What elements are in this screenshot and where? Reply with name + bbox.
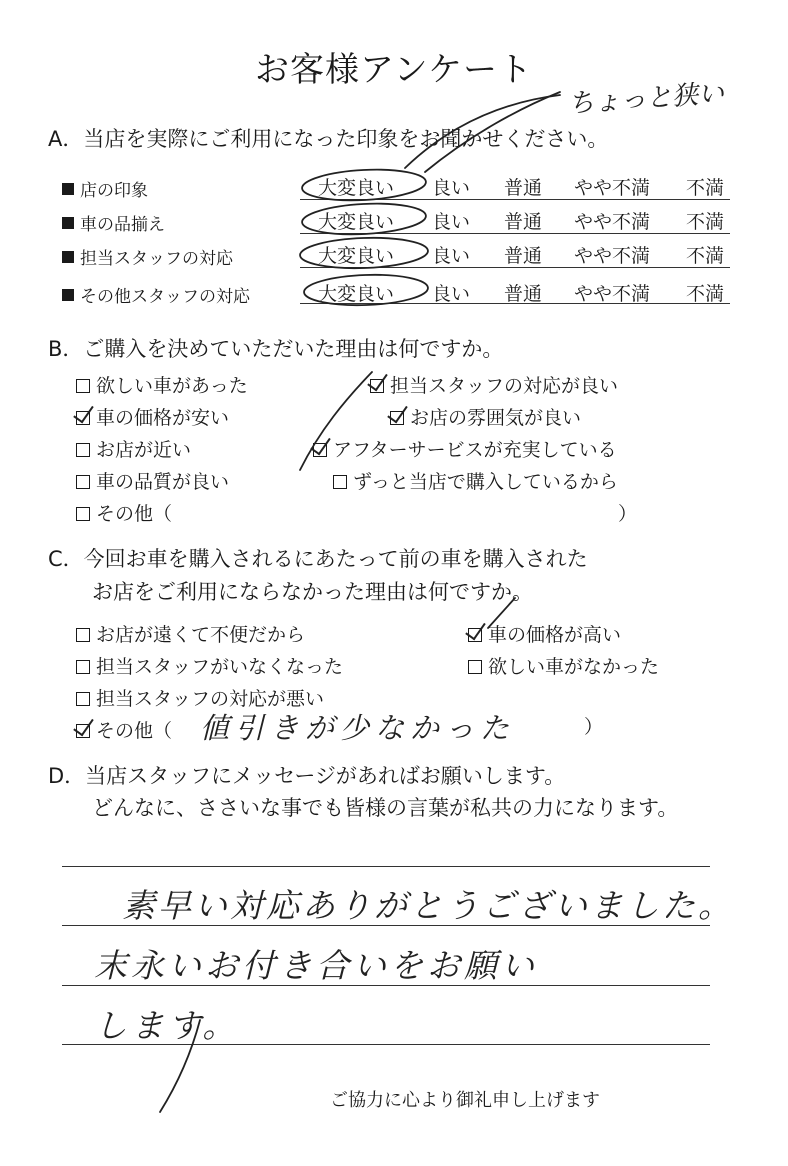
bullet-square-icon: [62, 217, 74, 229]
rating-row-label: [62, 176, 148, 201]
option-very-good[interactable]: 大変良い: [318, 245, 395, 267]
option-very-good[interactable]: 大変良い: [318, 211, 395, 233]
option-good[interactable]: 良い: [432, 177, 471, 199]
row-label-text: 車の品揃え: [80, 215, 165, 235]
message-line: します。: [94, 1006, 240, 1045]
other-close-paren: ）: [584, 716, 604, 738]
checkbox-label: 車の価格が高い: [488, 624, 622, 646]
checkbox-icon[interactable]: [333, 475, 347, 489]
checkbox-icon[interactable]: [76, 379, 90, 393]
rating-options: [318, 207, 724, 234]
option-normal[interactable]: 普通: [504, 177, 543, 199]
checkbox-label: アフターサービスが充実している: [333, 439, 617, 461]
row-label-text: 担当スタッフの対応: [80, 249, 233, 269]
row-divider: [300, 303, 730, 304]
message-line: 末永いお付き合いをお願い: [94, 946, 538, 985]
checkbox-checked-icon[interactable]: [76, 724, 90, 738]
checkbox-checked-icon[interactable]: [468, 628, 482, 642]
row-label-text: 店の印象: [80, 181, 148, 201]
checkbox-label: その他（: [96, 720, 173, 742]
checkbox-label: お店が近い: [96, 439, 192, 461]
checkbox-icon[interactable]: [76, 692, 90, 706]
bullet-square-icon: [62, 251, 74, 263]
checkbox-item[interactable]: [468, 620, 621, 647]
survey-title: お客様アンケート: [255, 50, 533, 90]
checkbox-icon[interactable]: [76, 443, 90, 457]
footer-thanks: ご協力に心より御礼申し上げます: [330, 1090, 600, 1111]
checkbox-checked-icon[interactable]: [76, 411, 90, 425]
rating-row-label: [62, 282, 250, 307]
checkbox-item[interactable]: [76, 467, 229, 494]
checkbox-icon[interactable]: [76, 475, 90, 489]
checkbox-label: 欲しい車がなかった: [488, 656, 660, 678]
message-rule: [62, 866, 710, 867]
section-d-question-line1: D．当店スタッフにメッセージがあればお願いします。: [48, 764, 566, 788]
option-somewhat-dissatisfied[interactable]: やや不満: [574, 211, 651, 233]
option-somewhat-dissatisfied[interactable]: やや不満: [574, 245, 651, 267]
checkbox-item[interactable]: [370, 371, 618, 398]
option-somewhat-dissatisfied[interactable]: やや不満: [574, 283, 651, 305]
checkbox-checked-icon[interactable]: [313, 443, 327, 457]
checkbox-label: 車の品質が良い: [96, 471, 230, 493]
option-normal[interactable]: 普通: [504, 245, 543, 267]
option-very-good[interactable]: 大変良い: [318, 283, 395, 305]
other-close-paren: ）: [618, 503, 638, 525]
row-label-text: その他スタッフの対応: [80, 287, 250, 307]
option-good[interactable]: 良い: [432, 211, 471, 233]
other-handwritten-answer: 値引きが少なかった: [200, 711, 516, 745]
checkbox-label: 欲しい車があった: [96, 375, 248, 397]
handwritten-note: ちょっと狭い: [567, 78, 726, 120]
checkbox-item[interactable]: [390, 403, 581, 430]
checkbox-item[interactable]: [76, 499, 172, 526]
section-c-question-line2: お店をご利用にならなかった理由は何ですか。: [92, 580, 533, 604]
rating-options: [318, 279, 724, 306]
checkbox-label: お店の雰囲気が良い: [410, 407, 582, 429]
row-divider: [300, 233, 730, 234]
checkbox-label: お店が遠くて不便だから: [96, 624, 306, 646]
option-normal[interactable]: 普通: [504, 283, 543, 305]
rating-options: [318, 241, 724, 268]
checkbox-item[interactable]: [76, 371, 248, 398]
section-d-question-line2: どんなに、ささいな事でも皆様の言葉が私共の力になります。: [92, 796, 679, 820]
checkbox-label: その他（: [96, 503, 173, 525]
checkbox-icon[interactable]: [76, 507, 90, 521]
checkbox-checked-icon[interactable]: [390, 411, 404, 425]
option-dissatisfied[interactable]: 不満: [686, 245, 725, 267]
row-divider: [300, 267, 730, 268]
option-good[interactable]: 良い: [432, 283, 471, 305]
checkbox-item[interactable]: [76, 403, 229, 430]
rating-row-label: [62, 244, 233, 269]
message-line: 素早い対応ありがとうございました。: [122, 886, 734, 925]
option-dissatisfied[interactable]: 不満: [686, 177, 725, 199]
checkbox-icon[interactable]: [76, 660, 90, 674]
checkbox-item[interactable]: [76, 652, 343, 679]
checkbox-label: 車の価格が安い: [96, 407, 230, 429]
checkbox-item[interactable]: [313, 435, 617, 462]
bullet-square-icon: [62, 183, 74, 195]
checkbox-label: ずっと当店で購入しているから: [353, 471, 618, 493]
row-divider: [300, 199, 730, 200]
option-good[interactable]: 良い: [432, 245, 471, 267]
checkbox-item[interactable]: [468, 652, 659, 679]
section-b-question: B．ご購入を決めていただいた理由は何ですか。: [48, 337, 504, 361]
rating-options: [318, 173, 724, 200]
section-c-question-line1: C．今回お車を購入されるにあたって前の車を購入された: [48, 547, 588, 571]
section-a-question: A．当店を実際にご利用になった印象をお聞かせください。: [48, 127, 609, 151]
option-very-good[interactable]: 大変良い: [318, 177, 395, 199]
rating-row-label: [62, 210, 165, 235]
option-dissatisfied[interactable]: 不満: [686, 211, 725, 233]
checkbox-label: 担当スタッフの対応が良い: [390, 375, 619, 397]
bullet-square-icon: [62, 289, 74, 301]
checkbox-item[interactable]: [76, 435, 191, 462]
checkbox-label: 担当スタッフの対応が悪い: [96, 688, 325, 710]
checkbox-icon[interactable]: [76, 628, 90, 642]
checkbox-icon[interactable]: [468, 660, 482, 674]
checkbox-item[interactable]: [76, 620, 305, 647]
checkbox-item[interactable]: [333, 467, 618, 494]
checkbox-label: 担当スタッフがいなくなった: [96, 656, 344, 678]
checkbox-checked-icon[interactable]: [370, 379, 384, 393]
option-normal[interactable]: 普通: [504, 211, 543, 233]
option-dissatisfied[interactable]: 不満: [686, 283, 725, 305]
option-somewhat-dissatisfied[interactable]: やや不満: [574, 177, 651, 199]
checkbox-item[interactable]: [76, 716, 172, 743]
